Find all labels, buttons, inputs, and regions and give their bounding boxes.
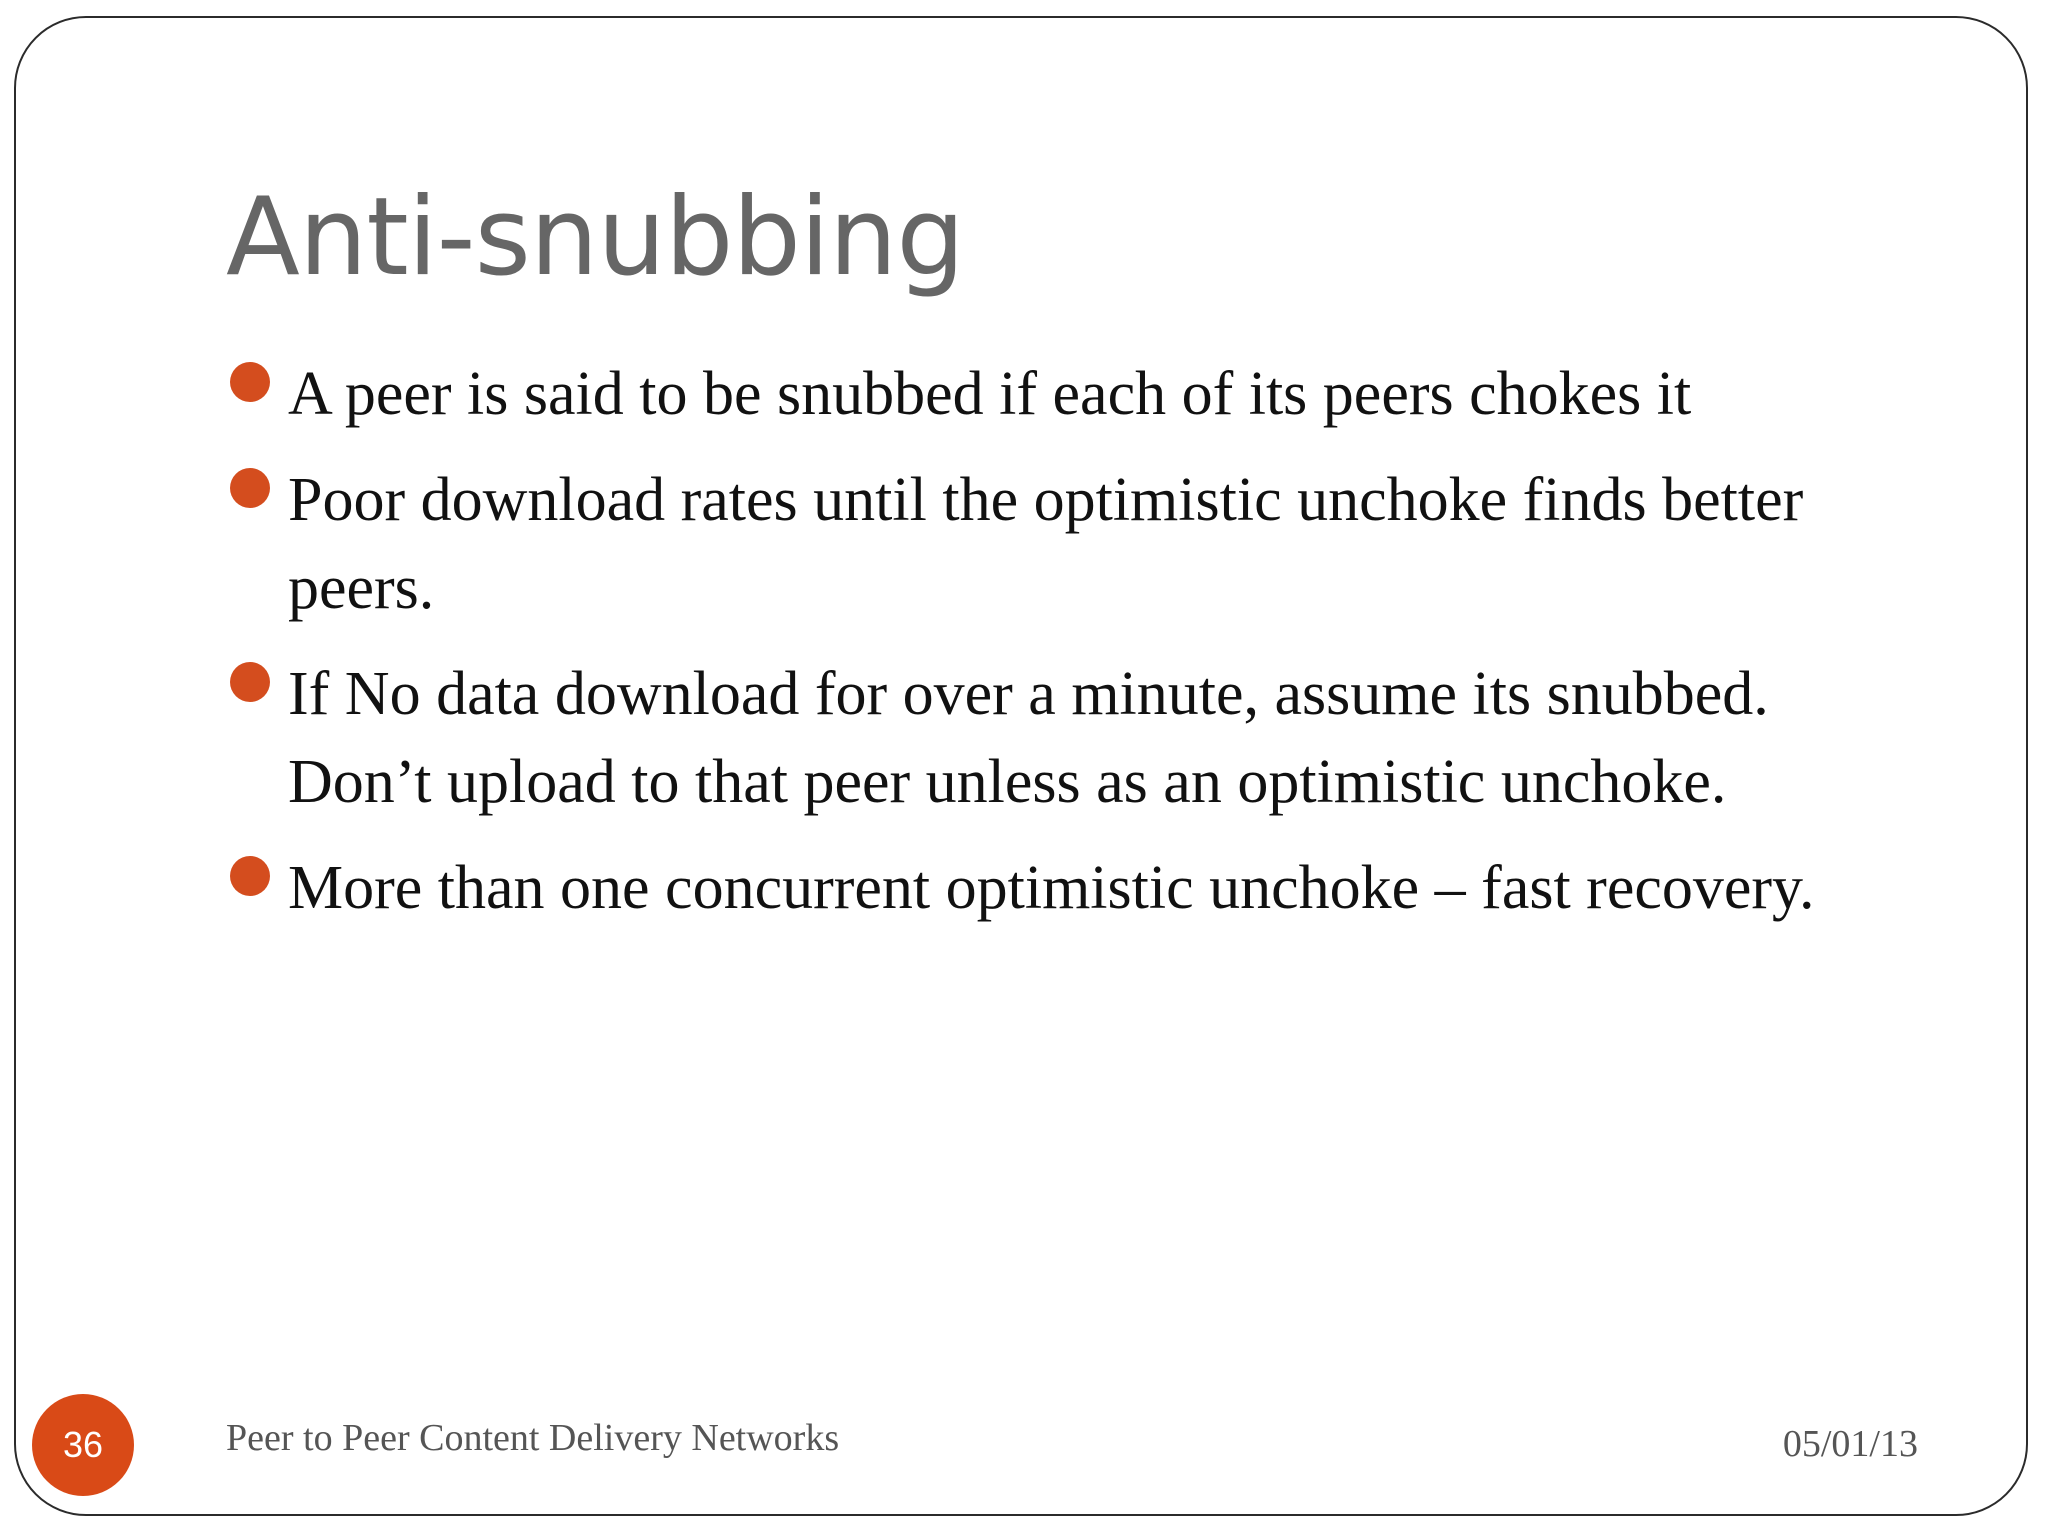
bullet-text: Poor download rates until the optimistic unchoke finds better peers. [288, 466, 1804, 622]
footer-date: 05/01/13 [1782, 1423, 1918, 1465]
bullet-item [226, 650, 1926, 826]
slide-title: Anti-snubbing [226, 175, 964, 300]
bullet-dot-icon [230, 856, 270, 896]
bullet-dot-icon [230, 362, 270, 402]
bullet-text: If No data download for over a minute, assume its snubbed. Don’t upload to that peer unless as an optimistic unchoke. [288, 660, 1769, 816]
bullet-text: A peer is said to be snubbed if each of its peers chokes it [288, 360, 1692, 428]
bullet-dot-icon [230, 468, 270, 508]
bullet-text: More than one concurrent optimistic unchoke – fast recovery. [288, 854, 1815, 922]
bullet-item [226, 350, 1926, 438]
bullet-list [226, 350, 1926, 950]
page-number-badge: 36 [32, 1394, 134, 1496]
bullet-item [226, 844, 1926, 932]
footer-title: Peer to Peer Content Delivery Networks [226, 1417, 840, 1459]
bullet-dot-icon [230, 662, 270, 702]
bullet-item [226, 456, 1926, 632]
